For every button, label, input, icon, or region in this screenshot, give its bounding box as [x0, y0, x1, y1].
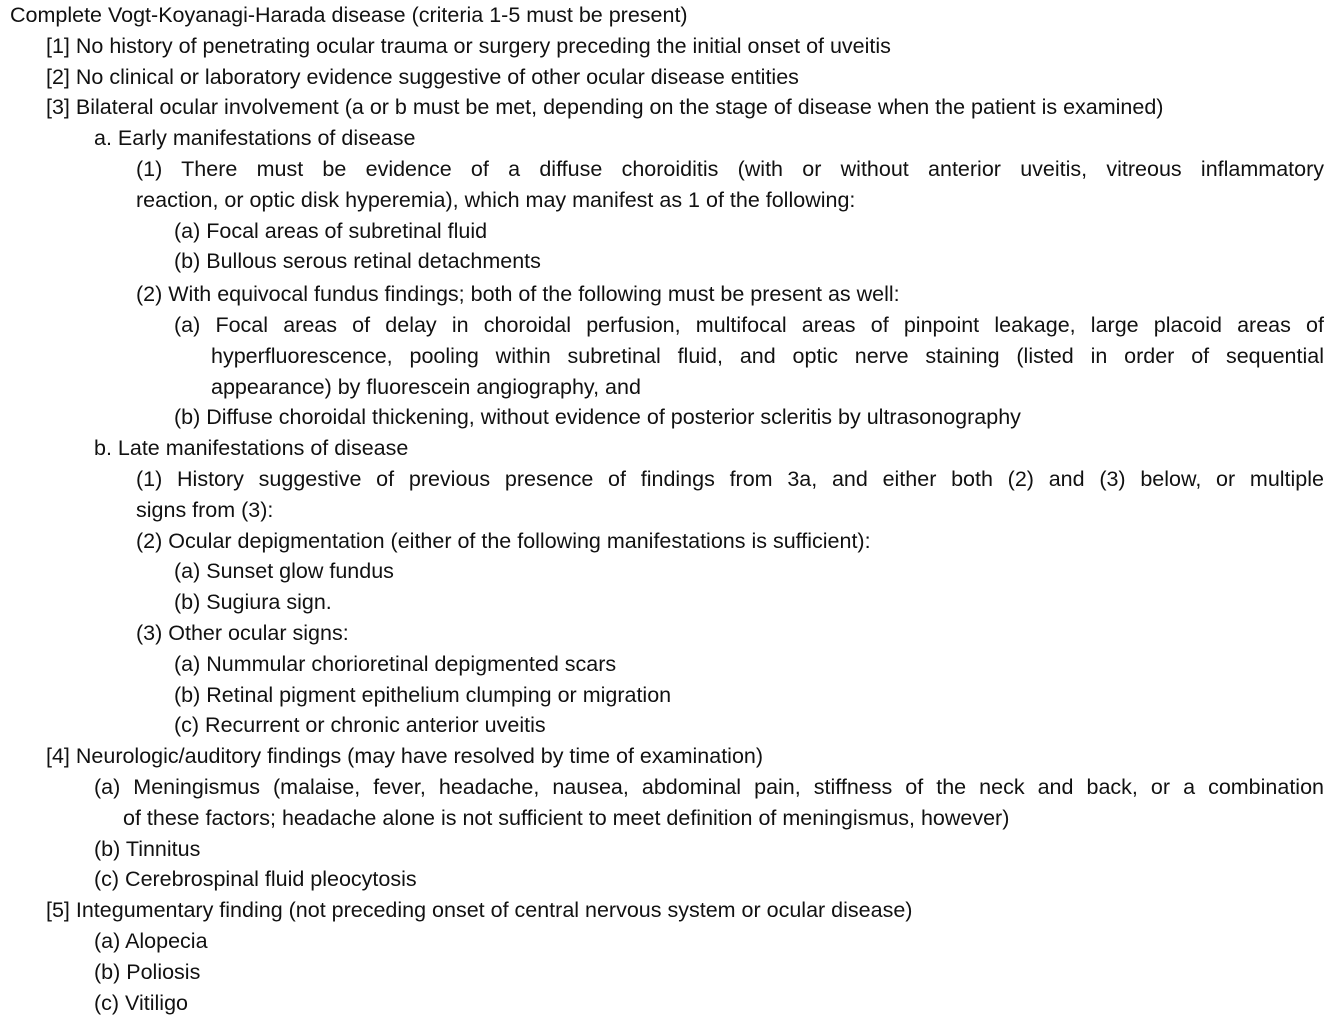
late-item-2-b: (b) Sugiura sign.: [174, 587, 1324, 618]
criterion-5: [5] Integumentary finding (not preceding onset of central nervous system or ocular disease): [46, 895, 1324, 926]
early-item-2-b: (b) Diffuse choroidal thickening, without evidence of posterior scleritis by ultrasonography: [174, 402, 1324, 433]
early-item-2-a-line-1: (a) Focal areas of delay in choroidal perfusion, multifocal areas of pinpoint leakage, large placoid areas of: [174, 310, 1324, 341]
early-item-2: (2) With equivocal fundus findings; both of the following must be present as well:: [136, 279, 1324, 310]
document-title: Complete Vogt-Koyanagi-Harada disease (criteria 1-5 must be present): [10, 0, 1324, 31]
late-item-3-a: (a) Nummular chorioretinal depigmented scars: [174, 649, 1324, 680]
criterion-1: [1] No history of penetrating ocular trauma or surgery preceding the initial onset of uveitis: [46, 31, 1324, 62]
early-item-1-a: (a) Focal areas of subretinal fluid: [174, 216, 1324, 247]
early-manifestations-heading: a. Early manifestations of disease: [94, 123, 1324, 154]
late-item-2: (2) Ocular depigmentation (either of the following manifestations is sufficient):: [136, 526, 1324, 557]
integ-item-b: (b) Poliosis: [94, 957, 1324, 988]
neuro-item-b: (b) Tinnitus: [94, 834, 1324, 865]
early-item-2-a-line-3: appearance) by fluorescein angiography, and: [211, 372, 1324, 403]
late-item-1-line-2: signs from (3):: [136, 495, 1324, 526]
criterion-4: [4] Neurologic/auditory findings (may have resolved by time of examination): [46, 741, 1324, 772]
neuro-item-a-line-1: (a) Meningismus (malaise, fever, headache, nausea, abdominal pain, stiffness of the neck and back, or a combination: [94, 772, 1324, 803]
early-item-1-b: (b) Bullous serous retinal detachments: [174, 246, 1324, 277]
integ-item-c: (c) Vitiligo: [94, 988, 1324, 1018]
neuro-item-a-line-2: of these factors; headache alone is not sufficient to meet definition of meningismus, however): [123, 803, 1324, 834]
late-item-3-b: (b) Retinal pigment epithelium clumping or migration: [174, 680, 1324, 711]
criteria-document: [10, 0, 1324, 1018]
criterion-2: [2] No clinical or laboratory evidence suggestive of other ocular disease entities: [46, 62, 1324, 93]
late-item-2-a: (a) Sunset glow fundus: [174, 556, 1324, 587]
integ-item-a: (a) Alopecia: [94, 926, 1324, 957]
criterion-3: [3] Bilateral ocular involvement (a or b must be met, depending on the stage of disease when the patient is examined): [46, 92, 1324, 123]
late-item-3-c: (c) Recurrent or chronic anterior uveitis: [174, 710, 1324, 741]
early-item-1-line-2: reaction, or optic disk hyperemia), which may manifest as 1 of the following:: [136, 185, 1324, 216]
late-item-3: (3) Other ocular signs:: [136, 618, 1324, 649]
early-item-2-a-line-2: hyperfluorescence, pooling within subretinal fluid, and optic nerve staining (listed in order of sequential: [211, 341, 1324, 372]
late-item-1-line-1: (1) History suggestive of previous presence of findings from 3a, and either both (2) and (3) below, or multiple: [136, 464, 1324, 495]
early-item-1-line-1: (1) There must be evidence of a diffuse choroiditis (with or without anterior uveitis, vitreous inflammatory: [136, 154, 1324, 185]
late-manifestations-heading: b. Late manifestations of disease: [94, 433, 1324, 464]
neuro-item-c: (c) Cerebrospinal fluid pleocytosis: [94, 864, 1324, 895]
